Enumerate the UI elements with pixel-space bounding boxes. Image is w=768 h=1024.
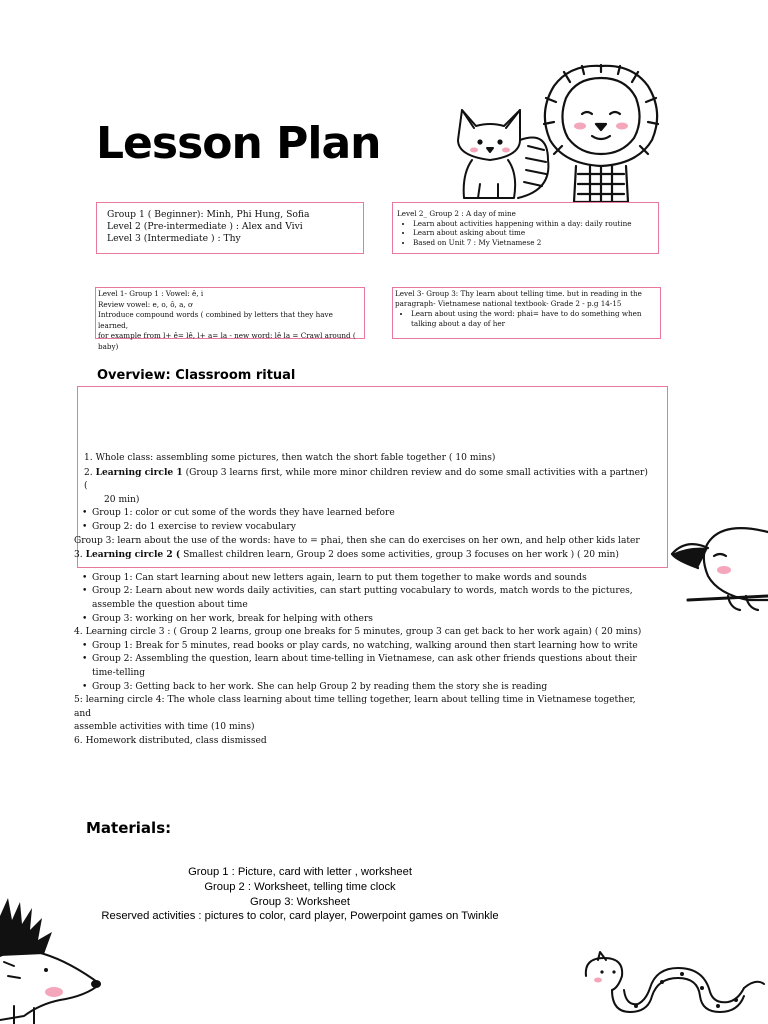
list-item: • Group 2: Assembling the question, learn about time-telling in Vietnamese, can ask other friends questions about their xyxy=(74,653,654,667)
level3-list xyxy=(395,309,658,329)
level1-line: Level 1- Group 1 : Vowel: ê, i xyxy=(98,289,204,298)
bird-illustration xyxy=(668,524,768,614)
list-item: • Group 2: Learn about new words daily activities, can start putting vocabulary to words, match words to the pictures, xyxy=(74,585,654,599)
list-item-continued: time-telling xyxy=(92,667,146,678)
level2-heading: Level 2_ Group 2 : A day of mine xyxy=(397,209,516,218)
list-item: • Group 1: color or cut some of the words they have learned before xyxy=(74,507,654,521)
step-1: 1. Whole class: assembling some pictures, then watch the short fable together ( 10 mins) xyxy=(84,453,496,463)
step-5-continued: assemble activities with time (10 mins) xyxy=(74,722,255,733)
list-item-continued: assemble the question about time xyxy=(92,599,248,610)
step-2-group-3: Group 3: learn about the use of the words: have to = phai, then she can do exercises on her own, and help other kids later xyxy=(74,535,640,546)
level2-box xyxy=(392,202,659,254)
level3-text: Level 3- Group 3: Thy learn about telling time. but in reading in the paragraph- Vietnamese national textbook- Grade 2 - p.g 14-15 xyxy=(395,289,642,308)
level3-box xyxy=(392,287,661,339)
level1-line: for example from l+ ê= lê, l+ a= la - new word: lê la = Crawl around ( baby) xyxy=(98,331,356,351)
list-item: • Learn about activities happening within a day: daily routine xyxy=(413,219,654,229)
material-reserved: Reserved activities : pictures to color, card player, Powerpoint games on Twinkle xyxy=(101,910,499,923)
step-number: 2. xyxy=(84,467,96,478)
lion-illustration xyxy=(540,62,662,206)
material-group-3: Group 3: Worksheet xyxy=(250,895,350,908)
step-3 xyxy=(74,548,654,563)
step-title: Learning circle 2 ( xyxy=(85,549,181,561)
overview-heading: Overview: Classroom ritual xyxy=(97,368,296,383)
step-text: Smallest children learn, Group 2 does some activities, group 3 focuses on her work ) ( 20 min) xyxy=(180,550,619,561)
step-number: 3. xyxy=(74,550,86,561)
snake-illustration xyxy=(578,948,768,1024)
level-2-line: Level 2 (Pre-intermediate ) : Alex and Vivi xyxy=(107,221,303,232)
list-item: • Based on Unit 7 : My Vietnamese 2 xyxy=(413,238,654,248)
material-group-1: Group 1 : Picture, card with letter , worksheet xyxy=(188,866,412,878)
level1-line: Review vowel: e, o, ô, a, ơ xyxy=(98,299,193,309)
step-4: 4. Learning circle 3 : ( Group 2 learns, group one breaks for 5 minutes, group 3 can get back to her work again) ( 20 mins) xyxy=(74,627,642,638)
list-item: • Learn about asking about time xyxy=(413,228,654,238)
list-item: • Learn about using the word: phai= have to do something when talking about a day of her xyxy=(411,309,658,329)
step-title: Learning circle 1 xyxy=(95,466,183,478)
step-5: 5: learning circle 4: The whole class learning about time telling together, learn about telling time in Vietnamese together, and xyxy=(74,695,636,719)
step-2-continued: 20 min) xyxy=(104,494,140,505)
step-6: 6. Homework distributed, class dismissed xyxy=(74,735,267,746)
classroom-ritual-steps xyxy=(74,452,654,748)
list-item: • Group 2: do 1 exercise to review vocabulary xyxy=(74,521,654,535)
list-item: • Group 3: Getting back to her work. She can help Group 2 by reading them the story she is reading xyxy=(74,681,654,695)
list-item: • Group 1: Can start learning about new letters again, learn to put them together to make words and sounds xyxy=(74,572,654,586)
materials-heading: Materials: xyxy=(86,819,172,837)
hedgehog-illustration xyxy=(0,896,108,1024)
level-3-line: Level 3 (Intermediate ) : Thy xyxy=(107,233,241,244)
step-text: (Group 3 learns first, while more minor children review and do some small activities with a partner) ( xyxy=(84,467,648,492)
material-group-2: Group 2 : Worksheet, telling time clock xyxy=(204,880,396,893)
materials-list xyxy=(40,865,560,924)
level1-box xyxy=(95,287,365,351)
level2-list xyxy=(397,219,654,248)
step-2 xyxy=(74,466,654,494)
list-item: • Group 1: Break for 5 minutes, read books or play cards, no watching, walking around then start learning how to write xyxy=(74,640,654,654)
level1-line: Introduce compound words ( combined by letters that they have learned, xyxy=(98,310,333,330)
groups-box xyxy=(96,202,364,254)
group-1-line: Group 1 ( Beginner): Minh, Phi Hung, Sofia xyxy=(107,209,310,220)
page-title: Lesson Plan xyxy=(96,118,381,169)
list-item: • Group 3: working on her work, break for helping with others xyxy=(74,613,654,627)
